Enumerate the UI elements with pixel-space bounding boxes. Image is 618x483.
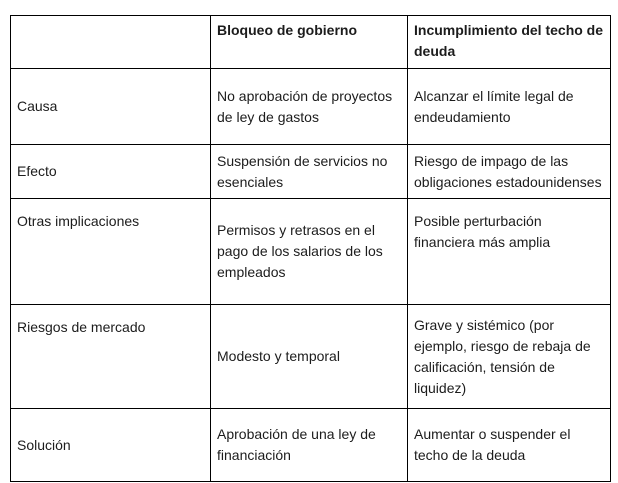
cell-riesgos-shutdown: Modesto y temporal: [211, 305, 408, 409]
cell-solucion-shutdown: Aprobación de una ley de financiación: [211, 409, 408, 482]
cell-solucion-debt-ceiling: Aumentar o suspender el techo de la deuda: [408, 409, 611, 482]
comparison-table: [10, 15, 611, 482]
table-row-solucion: [11, 409, 611, 482]
table-row-otras-implicaciones: [11, 199, 611, 305]
table-header-row: [11, 16, 611, 69]
row-label-riesgos-de-mercado: Riesgos de mercado: [11, 305, 211, 409]
header-debt-ceiling-default: Incumplimiento del techo de deuda: [408, 16, 611, 69]
table-row-efecto: [11, 145, 611, 199]
cell-causa-debt-ceiling: Alcanzar el límite legal de endeudamiento: [408, 69, 611, 145]
cell-causa-shutdown: No aprobación de proyectos de ley de gastos: [211, 69, 408, 145]
cell-otras-debt-ceiling: Posible perturbación financiera más amplia: [408, 199, 611, 305]
header-empty-cell: [11, 16, 211, 69]
header-government-shutdown: Bloqueo de gobierno: [211, 16, 408, 69]
row-label-otras-implicaciones: Otras implicaciones: [11, 199, 211, 305]
row-label-causa: Causa: [11, 69, 211, 145]
cell-efecto-shutdown: Suspensión de servicios no esenciales: [211, 145, 408, 199]
row-label-solucion: Solución: [11, 409, 211, 482]
cell-riesgos-debt-ceiling: Grave y sistémico (por ejemplo, riesgo de rebaja de calificación, tensión de liquidez): [408, 305, 611, 409]
cell-efecto-debt-ceiling: Riesgo de impago de las obligaciones estadounidenses: [408, 145, 611, 199]
table-row-causa: [11, 69, 611, 145]
cell-otras-shutdown: Permisos y retrasos en el pago de los salarios de los empleados: [211, 199, 408, 305]
table-row-riesgos-de-mercado: [11, 305, 611, 409]
row-label-efecto: Efecto: [11, 145, 211, 199]
